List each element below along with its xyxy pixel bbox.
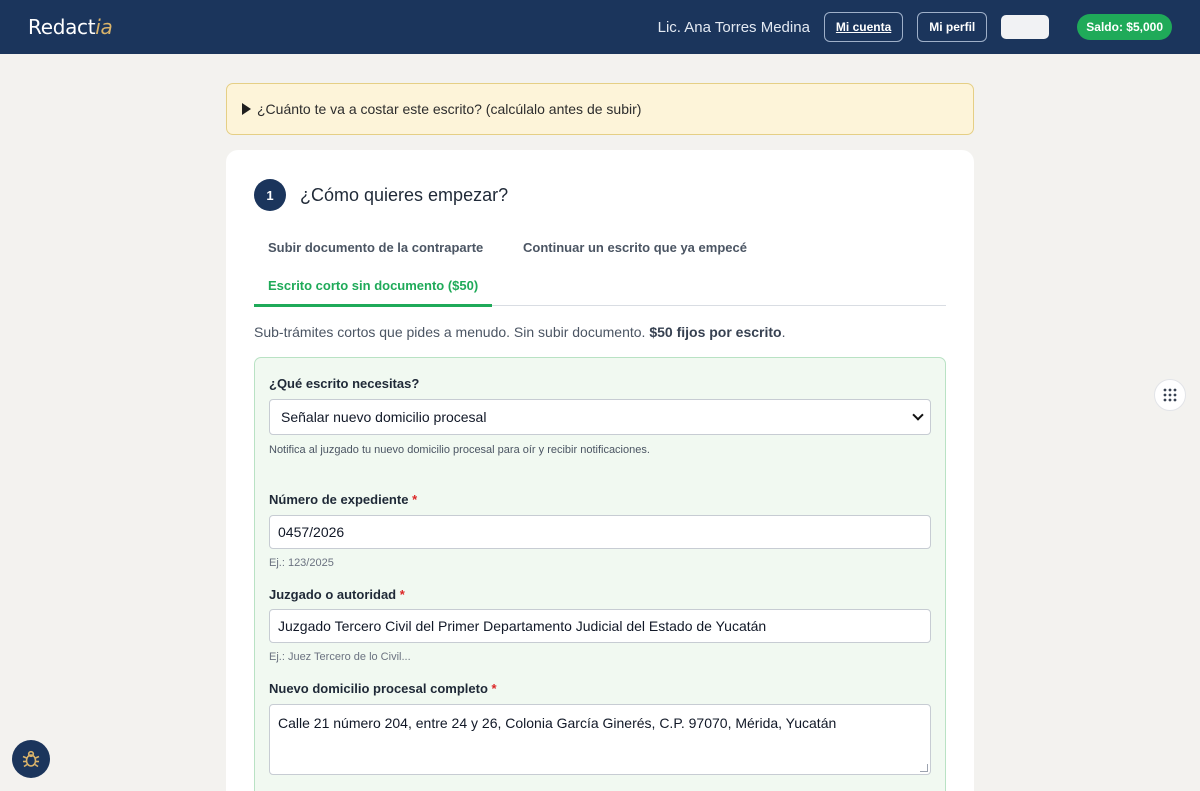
main-card [226,150,974,791]
tab-continue-draft[interactable]: Continuar un escrito que ya empecé [523,239,747,255]
step-number-badge: 1 [254,179,286,211]
intro-price: $50 fijos por escrito [649,324,782,340]
address-value: Calle 21 número 204, entre 24 y 26, Colonia García Ginerés, C.P. 97070, Mérida, Yucatán [278,715,837,731]
bug-report-button[interactable] [12,740,50,778]
intro-main: Sub-trámites cortos que pides a menudo. Sin subir documento. [254,324,650,340]
intro-end: . [781,324,786,340]
light-action-button[interactable] [1001,15,1049,39]
top-navbar [0,0,1200,54]
step-title: ¿Cómo quieres empezar? [300,184,509,205]
brand-name: Redact [28,15,96,39]
cost-banner-text: ¿Cuánto te va a costar este escrito? (calcúlalo antes de subir) [257,101,642,117]
address-label [269,681,497,696]
bug-icon [21,749,41,769]
court-label [269,587,405,602]
navbar-actions [658,12,1172,42]
case-number-hint: Ej.: 123/2025 [269,557,334,569]
start-mode-tabs [254,228,946,306]
tab-upload-document[interactable]: Subir documento de la contraparte [268,239,484,255]
required-mark: * [412,492,418,507]
step-header [254,179,508,211]
triangle-right-icon [242,103,251,115]
writ-type-select[interactable] [269,399,931,435]
brand-logo[interactable] [28,15,113,39]
chevron-down-icon [912,409,923,420]
my-profile-button[interactable]: Mi perfil [917,12,987,42]
court-input[interactable] [269,609,931,643]
address-textarea[interactable] [269,704,931,775]
court-label-text: Juzgado o autoridad [269,587,397,602]
case-number-label-text: Número de expediente [269,492,409,507]
address-label-text: Nuevo domicilio procesal completo [269,681,488,696]
court-value: Juzgado Tercero Civil del Primer Departamento Judicial del Estado de Yucatán [278,618,767,634]
short-writ-form [254,357,946,791]
case-number-label [269,492,417,507]
dots-grid-icon [1163,388,1177,402]
writ-type-description: Notifica al juzgado tu nuevo domicilio procesal para oír y recibir notificaciones. [269,444,650,456]
required-mark: * [399,587,405,602]
court-hint: Ej.: Juez Tercero de lo Civil... [269,651,411,663]
intro-text [254,324,786,340]
tab-short-writ[interactable]: Escrito corto sin documento ($50) [254,267,492,307]
writ-type-selected: Señalar nuevo domicilio procesal [281,409,487,425]
resize-handle[interactable] [920,764,928,772]
user-name: Lic. Ana Torres Medina [657,18,810,36]
writ-type-label: ¿Qué escrito necesitas? [269,376,420,391]
cost-calculator-toggle[interactable] [226,83,974,135]
brand-name-accent: ia [95,15,113,39]
required-mark: * [491,681,497,696]
case-number-value: 0457/2026 [278,524,345,540]
my-account-button[interactable]: Mi cuenta [824,12,903,42]
case-number-input[interactable] [269,515,931,549]
apps-grid-button[interactable] [1154,379,1186,411]
balance-badge[interactable]: Saldo: $5,000 [1077,14,1172,40]
